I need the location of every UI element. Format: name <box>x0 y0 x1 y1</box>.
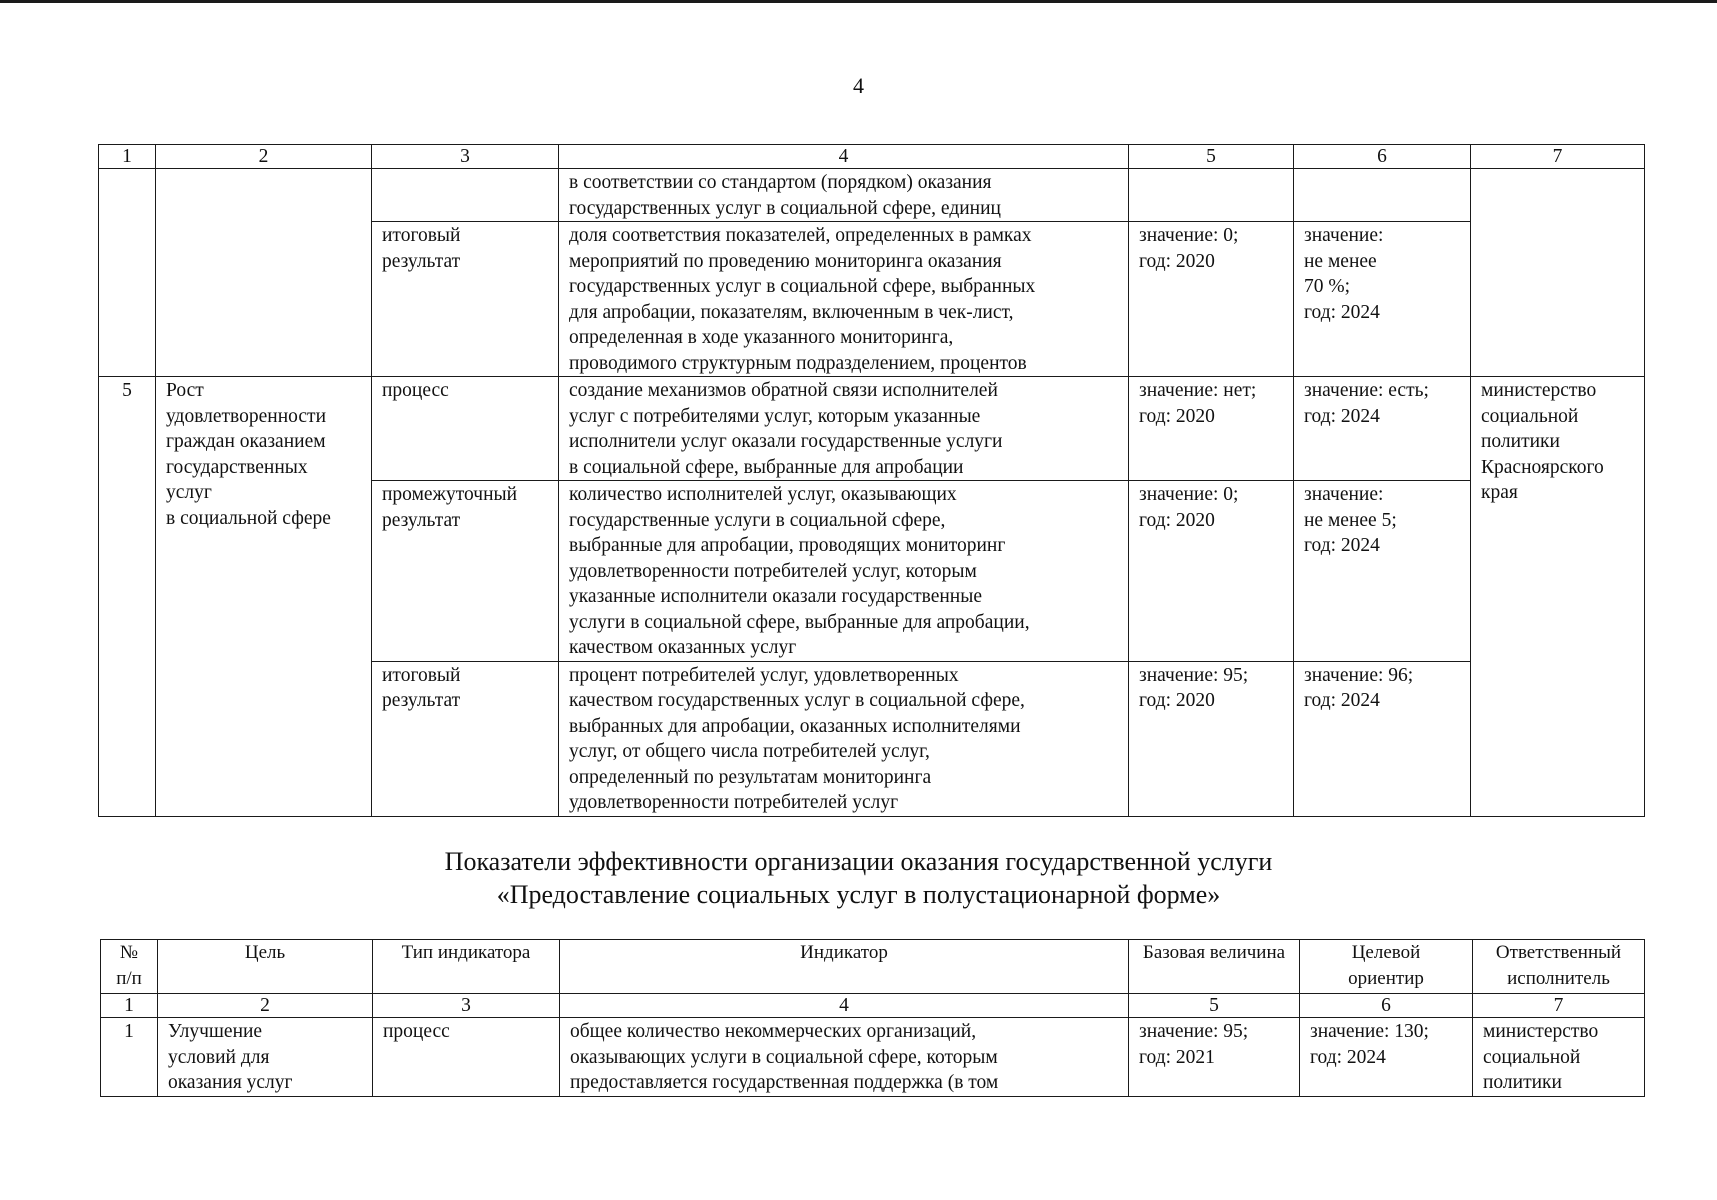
target-value-cell: значение: 96; год: 2024 <box>1294 661 1471 816</box>
column-number: 2 <box>158 994 373 1018</box>
column-numbers-row <box>101 994 1645 1018</box>
indicator-type-cell: итоговый результат <box>372 222 559 377</box>
indicators-table-continued <box>98 144 1645 817</box>
target-value-cell: значение: есть; год: 2024 <box>1294 377 1471 481</box>
base-value-cell: значение: нет; год: 2020 <box>1129 377 1294 481</box>
header-number: № п/п <box>101 940 158 994</box>
column-number: 3 <box>372 145 559 169</box>
table-row <box>99 169 1645 222</box>
column-number: 6 <box>1294 145 1471 169</box>
column-numbers-row <box>99 145 1645 169</box>
page-top-border <box>0 0 1717 3</box>
page-number: 4 <box>853 73 864 98</box>
indicator-type-cell: итоговый результат <box>372 661 559 816</box>
indicator-type-cell <box>372 169 559 222</box>
header-indicator: Индикатор <box>560 940 1129 994</box>
indicator-cell: общее количество некоммерческих организаций, оказывающих услуги в социальной сфере, которым предоставляется государственная поддержка (в том <box>560 1018 1129 1097</box>
indicator-cell: процент потребителей услуг, удовлетворенных качеством государственных услуг в социальной сфере, выбранных для апробации, оказанных исполнителями услуг, от общего числа потребителей услуг, определенный по результатам мониторинга удовлетворенности потребителей услуг <box>559 661 1129 816</box>
indicator-type-cell: промежуточный результат <box>372 481 559 662</box>
row-number-cell <box>99 169 156 377</box>
indicator-type-cell: процесс <box>372 377 559 481</box>
indicator-cell: в соответствии со стандартом (порядком) оказания государственных услуг в социальной сфере, единиц <box>559 169 1129 222</box>
base-value-cell <box>1129 169 1294 222</box>
column-number: 5 <box>1129 994 1300 1018</box>
column-number: 5 <box>1129 145 1294 169</box>
target-value-cell <box>1294 169 1471 222</box>
base-value-cell: значение: 0; год: 2020 <box>1129 481 1294 662</box>
header-base-value: Базовая величина <box>1129 940 1300 994</box>
header-indicator-type: Тип индикатора <box>373 940 560 994</box>
header-goal: Цель <box>158 940 373 994</box>
indicator-type-cell: процесс <box>373 1018 560 1097</box>
table-row <box>101 1018 1645 1097</box>
table-row <box>99 377 1645 481</box>
base-value-cell: значение: 95; год: 2020 <box>1129 661 1294 816</box>
target-value-cell: значение: не менее 70 %; год: 2024 <box>1294 222 1471 377</box>
responsible-cell: министерство социальной политики <box>1473 1018 1645 1097</box>
goal-cell: Рост удовлетворенности граждан оказанием государственных услуг в социальной сфере <box>156 377 372 817</box>
column-number: 4 <box>559 145 1129 169</box>
column-number: 1 <box>99 145 156 169</box>
indicator-cell: доля соответствия показателей, определенных в рамках мероприятий по проведению мониторинга оказания государственных услуг в социальной сфере, выбранных для апробации, показателям, включенным в чек-лист, определенная в ходе указанного мониторинга, проводимого структурным подразделением, процентов <box>559 222 1129 377</box>
indicator-cell: количество исполнителей услуг, оказывающих государственные услуги в социальной сфере, выбранные для апробации, проводящих мониторинг удовлетворенности потребителей услуг, которым указанные исполнители оказали государственные услуги в социальной сфере, выбранные для апробации, качеством оказанных услуг <box>559 481 1129 662</box>
base-value-cell: значение: 95; год: 2021 <box>1129 1018 1300 1097</box>
service-indicators-table <box>100 939 1645 1097</box>
column-number: 2 <box>156 145 372 169</box>
column-number: 7 <box>1473 994 1645 1018</box>
header-target: Целевой ориентир <box>1300 940 1473 994</box>
target-value-cell: значение: 130; год: 2024 <box>1300 1018 1473 1097</box>
responsible-cell: министерство социальной политики Красноярского края <box>1471 377 1645 817</box>
section-title: Показатели эффективности организации оказания государственной услуги «Предоставление социальных услуг в полустационарной форме» <box>444 847 1273 909</box>
header-responsible: Ответственный исполнитель <box>1473 940 1645 994</box>
responsible-cell <box>1471 169 1645 377</box>
row-number-cell: 1 <box>101 1018 158 1097</box>
goal-cell <box>156 169 372 377</box>
column-number: 4 <box>560 994 1129 1018</box>
column-number: 3 <box>373 994 560 1018</box>
row-number-cell: 5 <box>99 377 156 817</box>
column-number: 6 <box>1300 994 1473 1018</box>
base-value-cell: значение: 0; год: 2020 <box>1129 222 1294 377</box>
indicator-cell: создание механизмов обратной связи исполнителей услуг с потребителями услуг, которым указанные исполнители услуг оказали государственные услуги в социальной сфере, выбранные для апробации <box>559 377 1129 481</box>
header-row <box>101 940 1645 994</box>
column-number: 1 <box>101 994 158 1018</box>
target-value-cell: значение: не менее 5; год: 2024 <box>1294 481 1471 662</box>
goal-cell: Улучшение условий для оказания услуг <box>158 1018 373 1097</box>
column-number: 7 <box>1471 145 1645 169</box>
